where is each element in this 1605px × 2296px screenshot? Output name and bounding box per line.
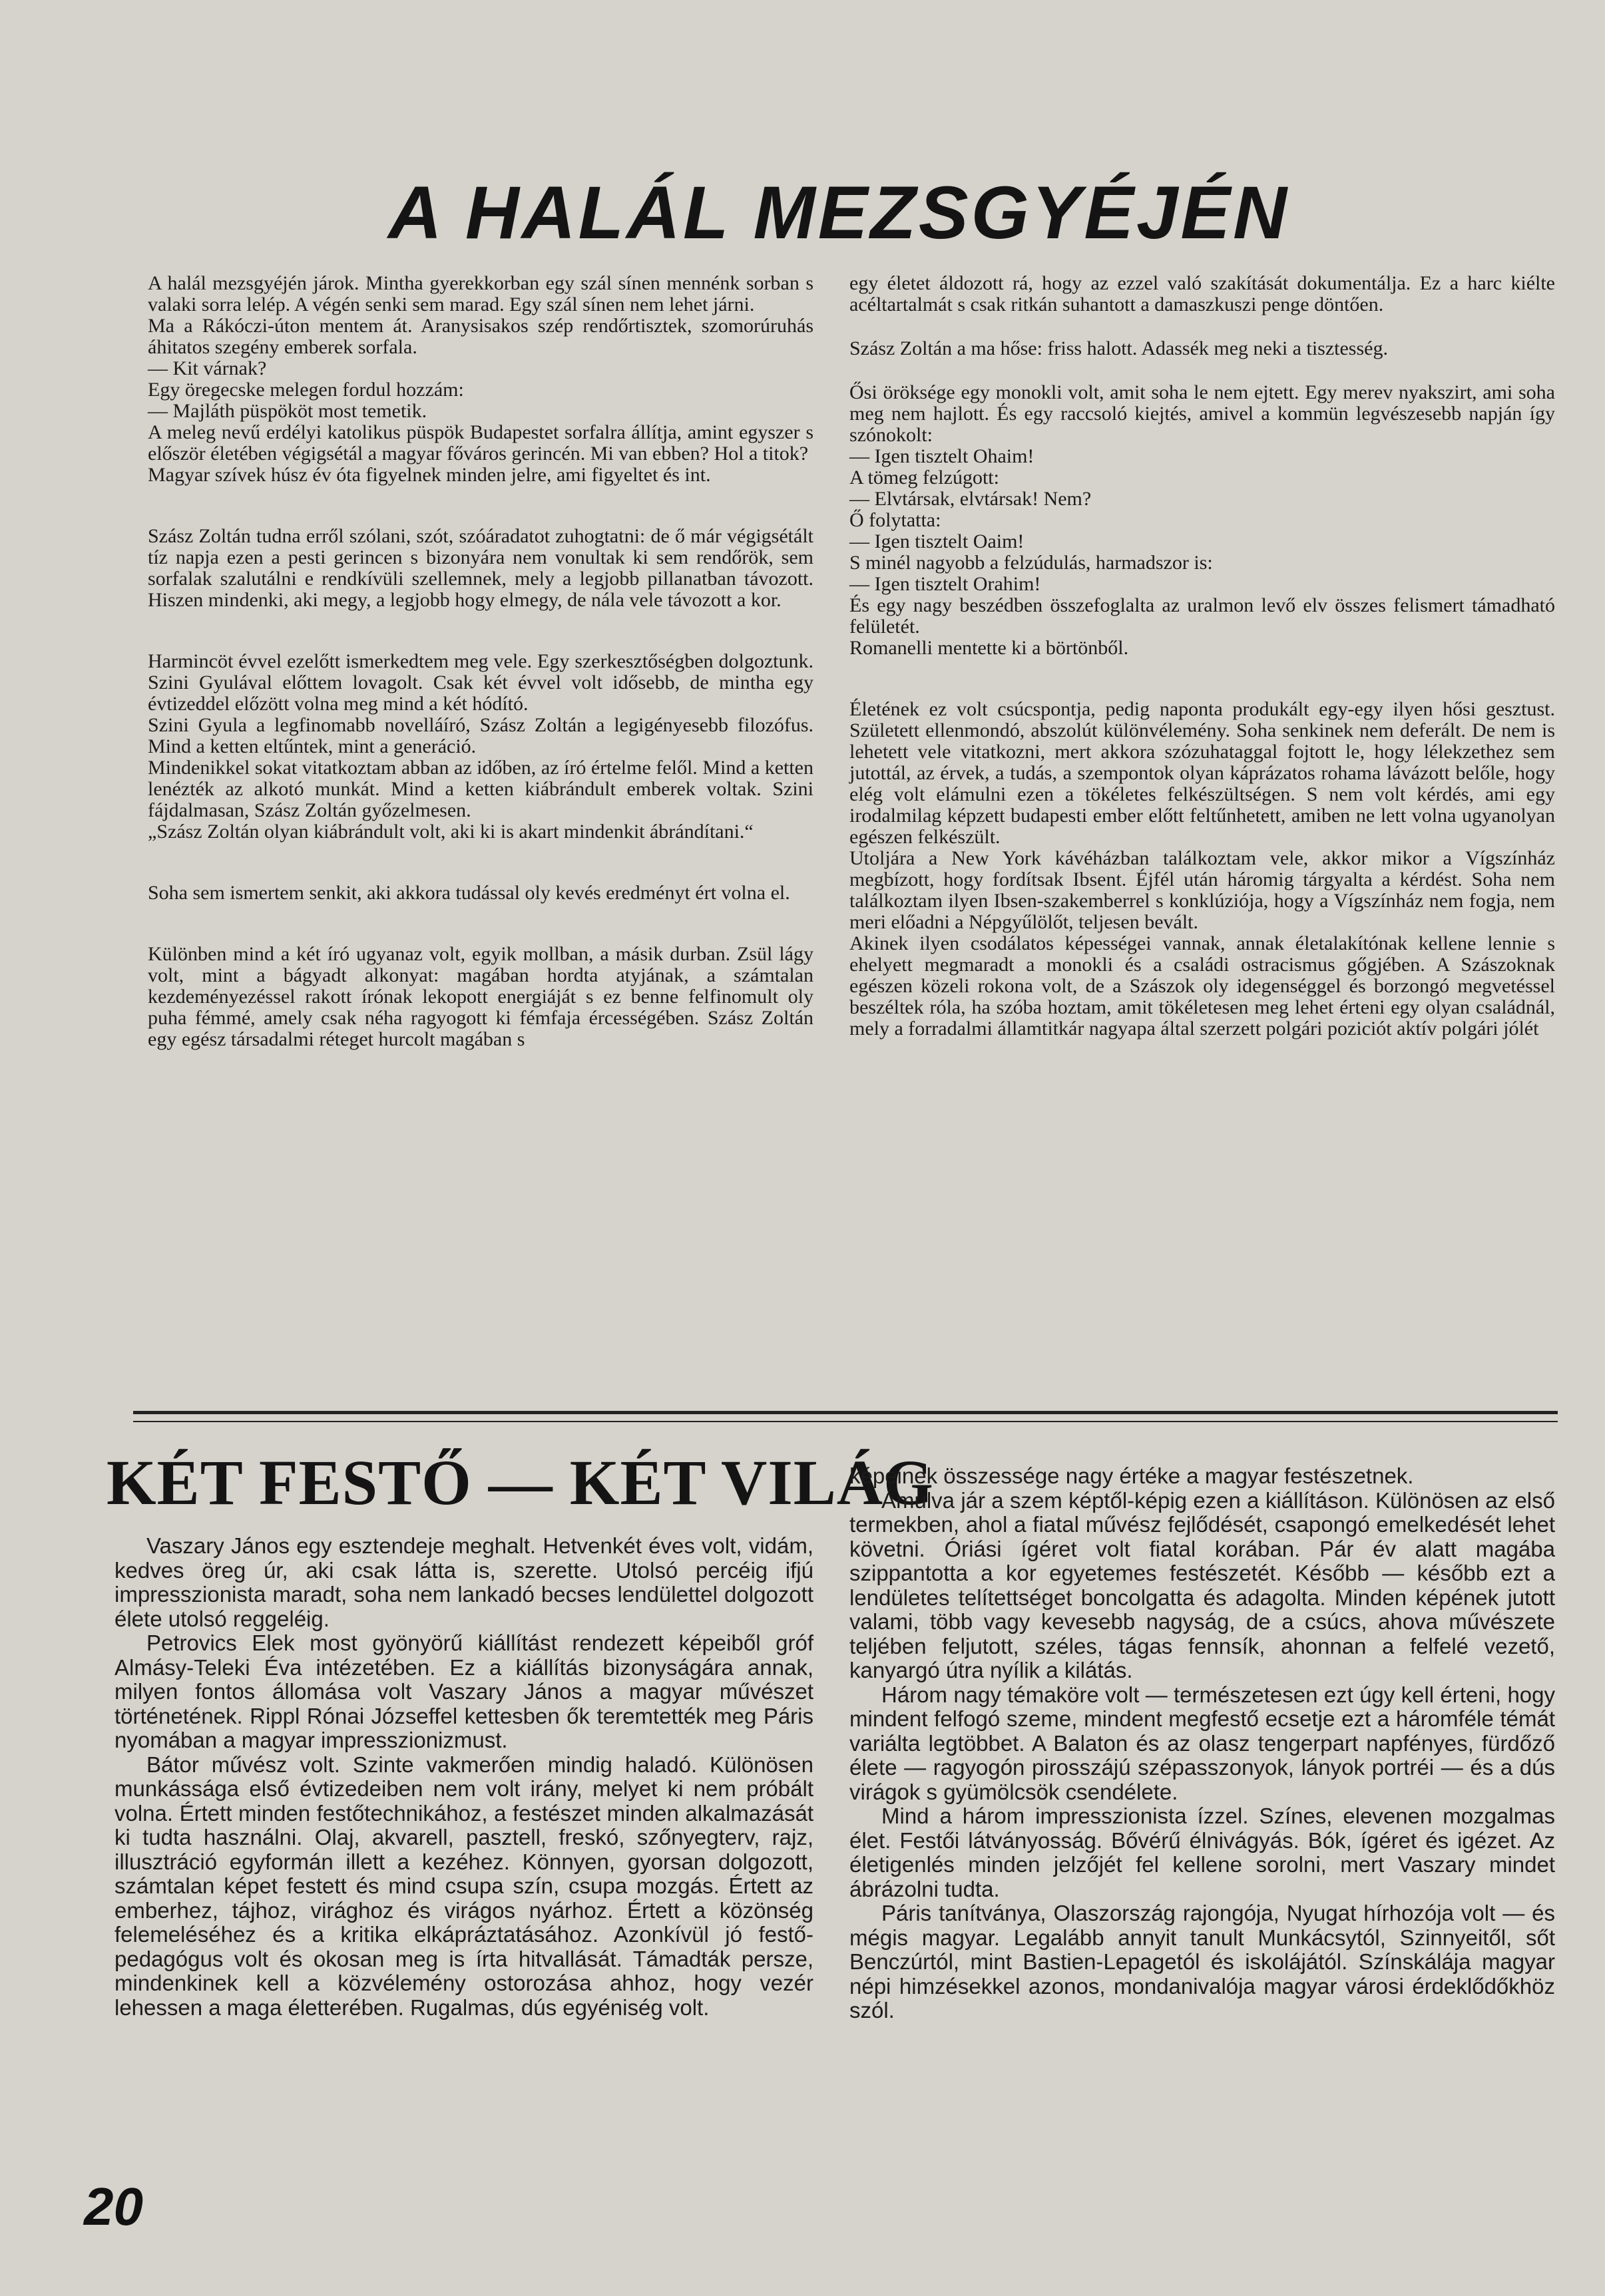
article1-paragraph: A tömeg felzúgott: bbox=[849, 467, 999, 488]
article1-title: A HALÁL MEZSGYÉJÉN bbox=[388, 171, 1289, 254]
article1-paragraph: S minél nagyobb a felzúdulás, harmadszor is: bbox=[849, 552, 1213, 574]
article1-paragraph: A halál mezsgyéjén járok. Mintha gyerekkorban egy szál sínen mennénk sorban s valaki sorra lelép. A végén senki sem marad. Egy szál sínen nem lehet járni. bbox=[148, 272, 813, 315]
article1-paragraph: Egy öregecske melegen fordul hozzám: bbox=[148, 379, 464, 401]
article1-paragraph: egy életet áldozott rá, hogy az ezzel való szakítását dokumentálja. Ez a harc kiélte acéltartalmát s csak ritkán suhantott a damaszkuszi penge döntően. bbox=[849, 272, 1555, 315]
article1-left-column bbox=[148, 273, 813, 1050]
section-divider bbox=[133, 1411, 1558, 1422]
article2-paragraph: Vaszary János egy esztendeje meghalt. Hetvenkét éves volt, vidám, kedves öreg úr, aki csak látta is, szerette. Utolsó percéig ifjú impresszionista maradt, soha nem lankadó becses lendülettel dolgozott élete utolsó reggeléig. bbox=[115, 1533, 813, 1631]
article2-paragraph: Mind a három impresszionista ízzel. Színes, elevenen mozgalmas élet. Festői látványosság. Bővérű élnivágyás. Bók, ígéret és igézet. Az életigenlés minden jelzőjét fel kellene sorolni, mert Vaszary mindet ábrázolni tudta. bbox=[849, 1804, 1555, 1901]
article2-paragraph: Ámulva jár a szem képtől-képig ezen a kiállításon. Különösen az első termekben, ahol a fiatal művész fejlődését, csapongó emelkedését lehet követni. Óriási ígéret volt fiatal korában. Pár év alatt magába szippantotta a kor egyetemes festészetét. Később — később ezt a lendületes telítettséget boncolgatta és adagolta. Minden képének jutott valami, több vagy kevesebb nagyság, de a csúcs, ahova művészete teljében feljutott, széles, tágas fennsík, ahonnan a felfelé vezető, kanyargó útra nyílik a kilátás. bbox=[849, 1487, 1555, 1682]
article1-paragraph: Ő folytatta: bbox=[849, 509, 941, 531]
article1-paragraph: Utoljára a New York kávéházban találkoztam vele, akkor mikor a Vígszínház megbízott, hogy fordítsak Ibsent. Éjfél után háromig tárgyalta a kérdést. Soha nem találkoztam ilyen Ibsen-szakemberrel s konklúziója, hogy a Vígszínház nem fogja, nem meri előadni a Népgyűlölőt, teljesen bevált. bbox=[849, 847, 1555, 933]
article1-paragraph: — Igen tisztelt Oaim! bbox=[849, 530, 1025, 552]
article2-paragraph: Petrovics Elek most gyönyörű kiállítást rendezett képeiből gróf Almásy-Teleki Éva intézetében. Ez a kiállítás bizonyságára annak, milyen fontos állomása volt Vaszary János a magyar művészet történetének. Rippl Rónai Józseffel kettesben ők teremtették meg Páris nyomában a magyar impresszionizmust. bbox=[115, 1630, 813, 1752]
article1-paragraph: Magyar szívek húsz év óta figyelnek minden jelre, ami figyeltet és int. bbox=[148, 464, 711, 486]
article1-paragraph: És egy nagy beszédben összefoglalta az uralmon levő elv összes felismert támadható felületét. bbox=[849, 594, 1555, 638]
article1-paragraph: — Kit várnak? bbox=[148, 357, 267, 379]
article1-paragraph: Akinek ilyen csodálatos képességei vannak, annak életalakítónak kellene lennie s ehelyett megmaradt a monokli és a családi ostracismus gőgjében. A Szászoknak egészen közeli rokona volt, de a Szászok oly idegenséggel és borzongó megvetéssel beszéltek róla, ha szóba hoztam, amit tökéletesen meg lehet érteni egy olyan családnál, mely a forradalmi államtitkár nagyapa által szerzett polgári poziciót aktív polgári jólét bbox=[849, 932, 1555, 1040]
article1-right-column bbox=[849, 273, 1555, 1040]
article2-paragraph: Három nagy témaköre volt — természetesen ezt úgy kell érteni, hogy mindent felfogó szeme, mindent megfestő ecsetje ezt a háromféle témát variálta legtöbbet. A Balaton és az olasz tengerpart napfényes, fürdőző élete — ragyogón pirosszájú szépasszonyok, lányok portréi — és a dús virágok s gyümölcsök csendélete. bbox=[849, 1682, 1555, 1804]
article2-paragraph: képeinek összessége nagy értéke a magyar festészetnek. bbox=[849, 1463, 1414, 1488]
article2-paragraph: Páris tanítványa, Olaszország rajongója, Nyugat hírhozója volt — és mégis magyar. Legalább annyit tanult Munkácsytól, Szinnyeitől, sőt Benczúrtól, mint Bastien-Lepagetól és iskolájától. Színskálája magyar népi himzésekkel azonos, mondanivalója magyar városi érdeklődőkhöz szól. bbox=[849, 1901, 1555, 2022]
article1-paragraph: — Majláth püspököt most temetik. bbox=[148, 400, 427, 422]
article1-paragraph: — Elvtársak, elvtársak! Nem? bbox=[849, 488, 1092, 510]
article1-paragraph: Romanelli mentette ki a börtönből. bbox=[849, 637, 1129, 659]
article1-paragraph: Ma a Rákóczi-úton mentem át. Aranysisakos szép rendőrtisztek, szomorúruhás áhitatos szegény emberek sorfala. bbox=[148, 315, 813, 358]
article1-paragraph: Különben mind a két író ugyanaz volt, egyik mollban, a másik durban. Zsül lágy volt, mint a bágyadt alkonyat: magában hordta atyjának, a számtalan kezdeményezéssel rakott írónak lekopott energiáját s ez benne felfinomult oly puha fémmé, amely csak néha ragyogott ki fémfaja ércességében. Szász Zoltán egy egész társadalmi réteget hurcolt magában s bbox=[148, 943, 813, 1050]
article1-paragraph: Harmincöt évvel ezelőtt ismerkedtem meg vele. Egy szerkesztőségben dolgoztunk. Szini Gyulával előttem lovagolt. Csak két évvel volt idősebb, de mintha egy évtizeddel előzött volna meg mind a két hódító. bbox=[148, 650, 813, 715]
article2-paragraph: Bátor művész volt. Szinte vakmerően mindig haladó. Különösen munkássága első évtizedeiben nem volt irány, melyet ki nem próbált volna. Értett minden festőtechnikához, a festészet minden alkalmazását ki tudta használni. Olaj, akvarell, pasztell, freskó, szőnyegterv, rajz, illusztráció egyformán illett a kezéhez. Könnyen, gyorsan dolgozott, számtalan képet festett és mind csupa szín, csupa mozgás. Értett az emberhez, tájhoz, virághoz és virágos nyárhoz. Értett a közönség felemeléséhez és a kritika elkápráztatásához. Azonkívül jó festő-pedagógus volt és okosan meg is írta hitvallását. Támadták persze, mindenkinek kell a közvélemény ostorozása ahhoz, hogy vezér lehessen a maga életterében. Rugalmas, dús egyéniség volt. bbox=[115, 1752, 813, 2020]
article2-right-column bbox=[849, 1464, 1555, 2023]
article1-paragraph: Ősi öröksége egy monokli volt, amit soha le nem ejtett. Egy merev nyakszirt, ami soha meg nem hajlott. És egy raccsoló kiejtés, amivel a kommün legvészesebb napján így szónokolt: bbox=[849, 381, 1555, 446]
article1-paragraph: — Igen tisztelt Orahim! bbox=[849, 573, 1041, 595]
article1-paragraph: Mindenikkel sokat vitatkoztam abban az időben, az író értelme felől. Mind a ketten lenézték az alkotó munkát. Mind a ketten kiábrándult emberek voltak. Szini fájdalmasan, Szász Zoltán győzelmesen. bbox=[148, 757, 813, 821]
article2-left-column bbox=[115, 1534, 813, 2020]
article1-paragraph: „Szász Zoltán olyan kiábrándult volt, aki ki is akart mindenkit ábrándítani.“ bbox=[148, 821, 754, 843]
page-number: 20 bbox=[84, 2177, 143, 2236]
article1-paragraph: Szász Zoltán a ma hőse: friss halott. Adassék meg neki a tisztesség. bbox=[849, 337, 1388, 359]
article2-title: KÉT FESTŐ — KÉT VILÁG bbox=[107, 1447, 934, 1518]
article1-paragraph: A meleg nevű erdélyi katolikus püspök Budapestet sorfalra állítja, amint egyszer s először életében végigsétál a magyar főváros gerincén. Mi van ebben? Hol a titok? bbox=[148, 421, 813, 465]
article1-paragraph: — Igen tisztelt Ohaim! bbox=[849, 445, 1034, 467]
article1-paragraph: Életének ez volt csúcspontja, pedig naponta produkált egy-egy ilyen hősi gesztust. Született ellenmondó, abszolút különvélemény. Soha senkinek nem deferált. De nem is lehetett vele vitatkozni, mert akkora szózuhataggal fojtott le, hogy lélekzethez sem jutottál, az érvek, a tudás, a szempontok olyan káprázatos rohama lávázott belőle, hogy elég volt elámulni ezen a tökéletes felkészültségen. S nem volt kérdés, ami egy irodalmilag képzett budapesti ember előtt feltűnhetett, amiben ne lett volna ugyanolyan egészen felkészült. bbox=[849, 698, 1555, 848]
article1-paragraph: Szász Zoltán tudna erről szólani, szót, szóáradatot zuhogtatni: de ő már végigsétált tíz napja ezen a pesti gerincen s bizonyára nem vonultak ki sem rendőrök, sem sorfalak szalutálni e rendkívüli szellemnek, mely a legjobb pillanatban távozott. Hiszen mindenki, aki megy, a legjobb hogy elmegy, de nála vele távozott a kor. bbox=[148, 525, 813, 611]
article1-paragraph: Szini Gyula a legfinomabb novelláíró, Szász Zoltán a legigényesebb filozófus. Mind a ketten eltűntek, mint a generáció. bbox=[148, 714, 813, 757]
article1-paragraph: Soha sem ismertem senkit, aki akkora tudással oly kevés eredményt ért volna el. bbox=[148, 882, 790, 904]
